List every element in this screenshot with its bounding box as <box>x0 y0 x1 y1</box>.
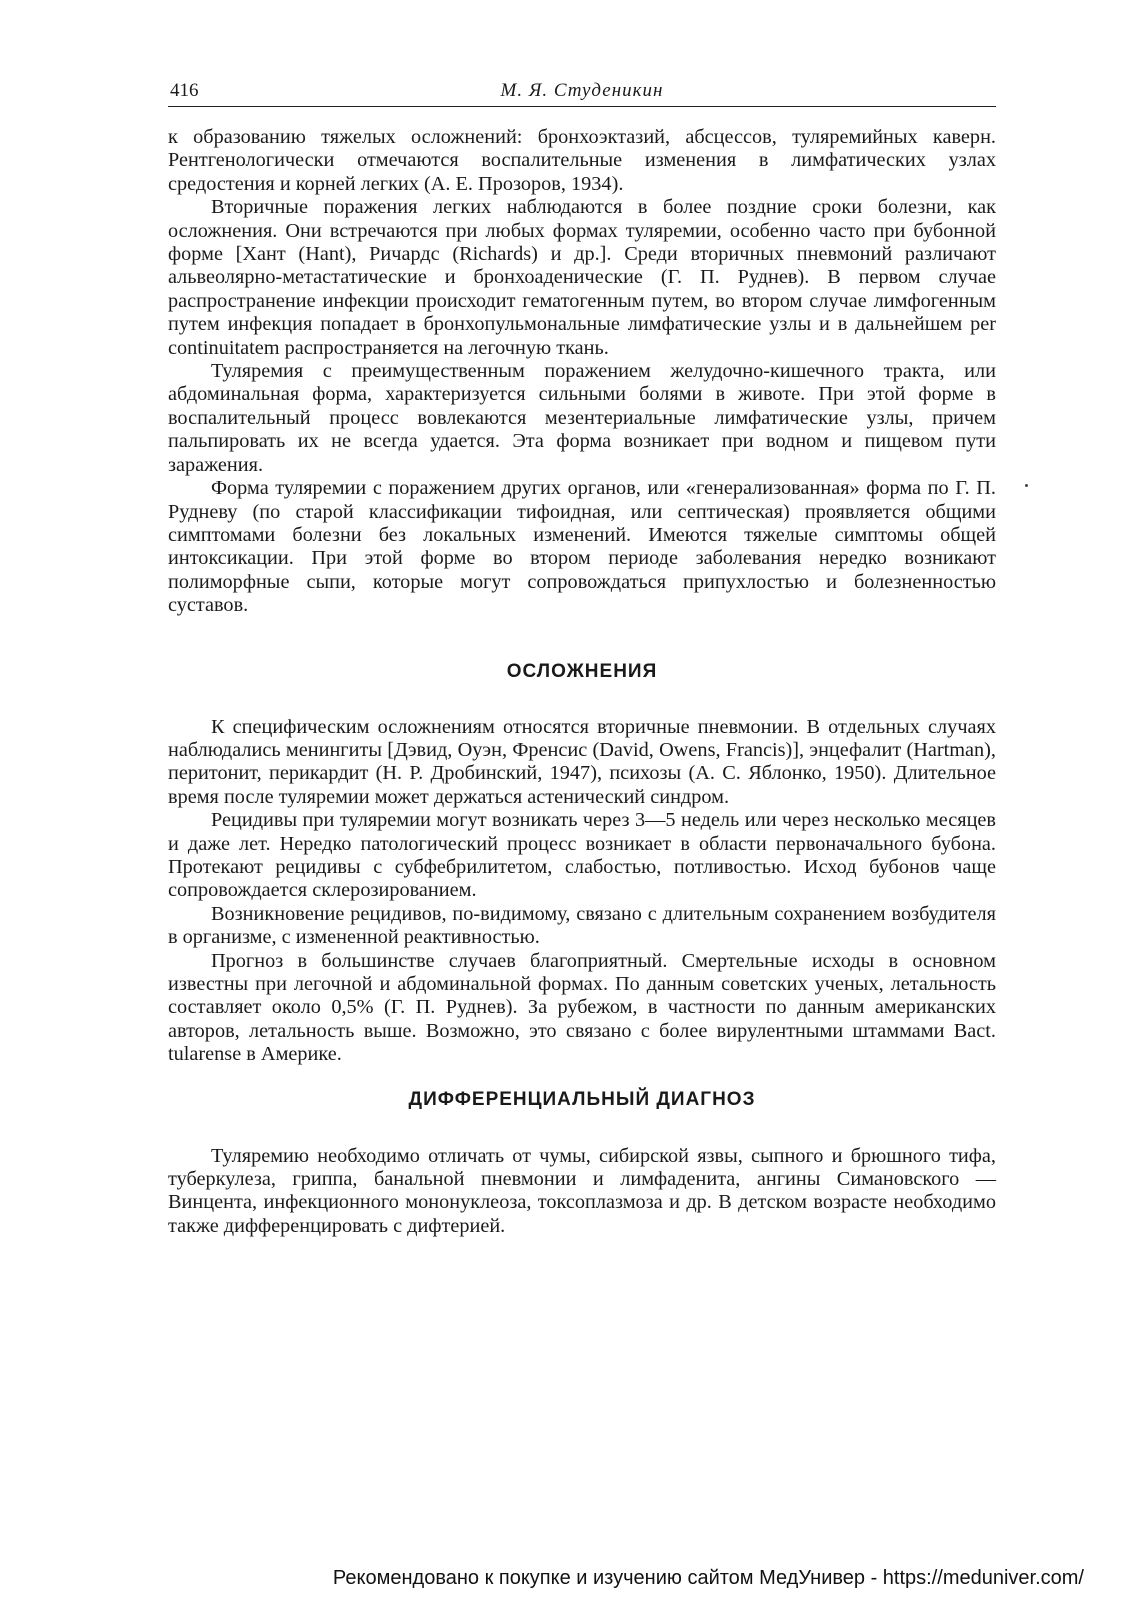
paragraph: К специфическим осложнениям относятся вторичные пневмонии. В отдельных случаях наблюдались менингиты [Дэвид, Оуэн, Френсис (David, Owens, Francis)], энцефалит (Hartman), перитонит, перикардит (Н. Р. Дробинский, 1947), психозы (А. С. Яблонко, 1950). Длительное время после туляремии может держаться астенический синдром. <box>168 715 996 808</box>
section-heading-differential-diagnosis: ДИФФЕРЕНЦИАЛЬНЫЙ ДИАГНОЗ <box>408 1088 756 1110</box>
section-heading-complications: ОСЛОЖНЕНИЯ <box>506 660 658 682</box>
print-speck <box>1025 484 1028 487</box>
paragraph: Прогноз в большинстве случаев благоприятный. Смертельные исходы в основном известны при легочной и абдоминальной формах. По данным советских ученых, летальность составляет около 0,5% (Г. П. Руднев). За рубежом, в частности по данным американских авторов, летальность выше. Возможно, это связано с более вирулентными штаммами Bact. tularense в Америке. <box>168 949 996 1066</box>
paragraph: Туляремия с преимущественным поражением желудочно-кишечного тракта, или абдоминальная форма, характеризуется сильными болями в животе. При этой форме в воспалительный процесс вовлекаются мезентериальные лимфатические узлы, причем пальпировать их не всегда удается. Эта форма возникает при водном и пищевом пути заражения. <box>168 360 996 476</box>
running-title: М. Я. Студеникин <box>500 80 664 101</box>
page-number: 416 <box>170 80 199 101</box>
paragraph: Вторичные поражения легких наблюдаются в более поздние сроки болезни, как осложнения. Они встречаются при любых формах туляремии, особенно часто при бубонной форме [Хант (Hant), Ричардс (Richards) и др.]. Среди вторичных пневмоний различают альвеолярно-метастатические и бронхоаденические (Г. П. Руднев). В первом случае распространение инфекции происходит гематогенным путем, во втором случае лимфогенным путем инфекция попадает в бронхопульмональные лимфатические узлы и в дальнейшем per continuitatem распространяется на легочную ткань. <box>168 196 996 359</box>
body-text <box>168 126 996 1238</box>
paragraph: Рецидивы при туляремии могут возникать через 3—5 недель или через несколько месяцев и даже лет. Нередко патологический процесс возникает в области первоначального бубона. Протекают рецидивы с субфебрилитетом, слабостью, потливостью. Исход бубонов чаще сопровождается склерозированием. <box>168 809 996 902</box>
running-head <box>168 80 996 107</box>
paragraph: Туляремию необходимо отличать от чумы, сибирской язвы, сыпного и брюшного тифа, туберкулеза, гриппа, банальной пневмонии и лимфаденита, ангины Симановского — Винцента, инфекционного мононуклеоза, токсоплазмоза и др. В детском возрасте необходимо также дифференцировать с дифтерией. <box>168 1144 996 1237</box>
paragraph: Возникновение рецидивов, по-видимому, связано с длительным сохранением возбудителя в организме, с измененной реактивностью. <box>168 902 996 949</box>
paragraph: Форма туляремии с поражением других органов, или «генерализованная» форма по Г. П. Рудневу (по старой классификации тифоидная, или септическая) проявляется общими симптомами болезни без локальных изменений. Имеются тяжелые симптомы общей интоксикации. При этой форме во втором периоде заболевания нередко возникают полиморфные сыпи, которые могут сопровождаться припухлостью и болезненностью суставов. <box>168 477 996 617</box>
paragraph: к образованию тяжелых осложнений: бронхоэктазий, абсцессов, туляремийных каверн. Рентгенологически отмечаются воспалительные изменения в лимфатических узлах средостения и корней легких (А. Е. Прозоров, 1934). <box>168 126 996 195</box>
footer-note: Рекомендовано к покупке и изучению сайтом МедУнивер - https://meduniver.com/ <box>332 1567 1084 1589</box>
